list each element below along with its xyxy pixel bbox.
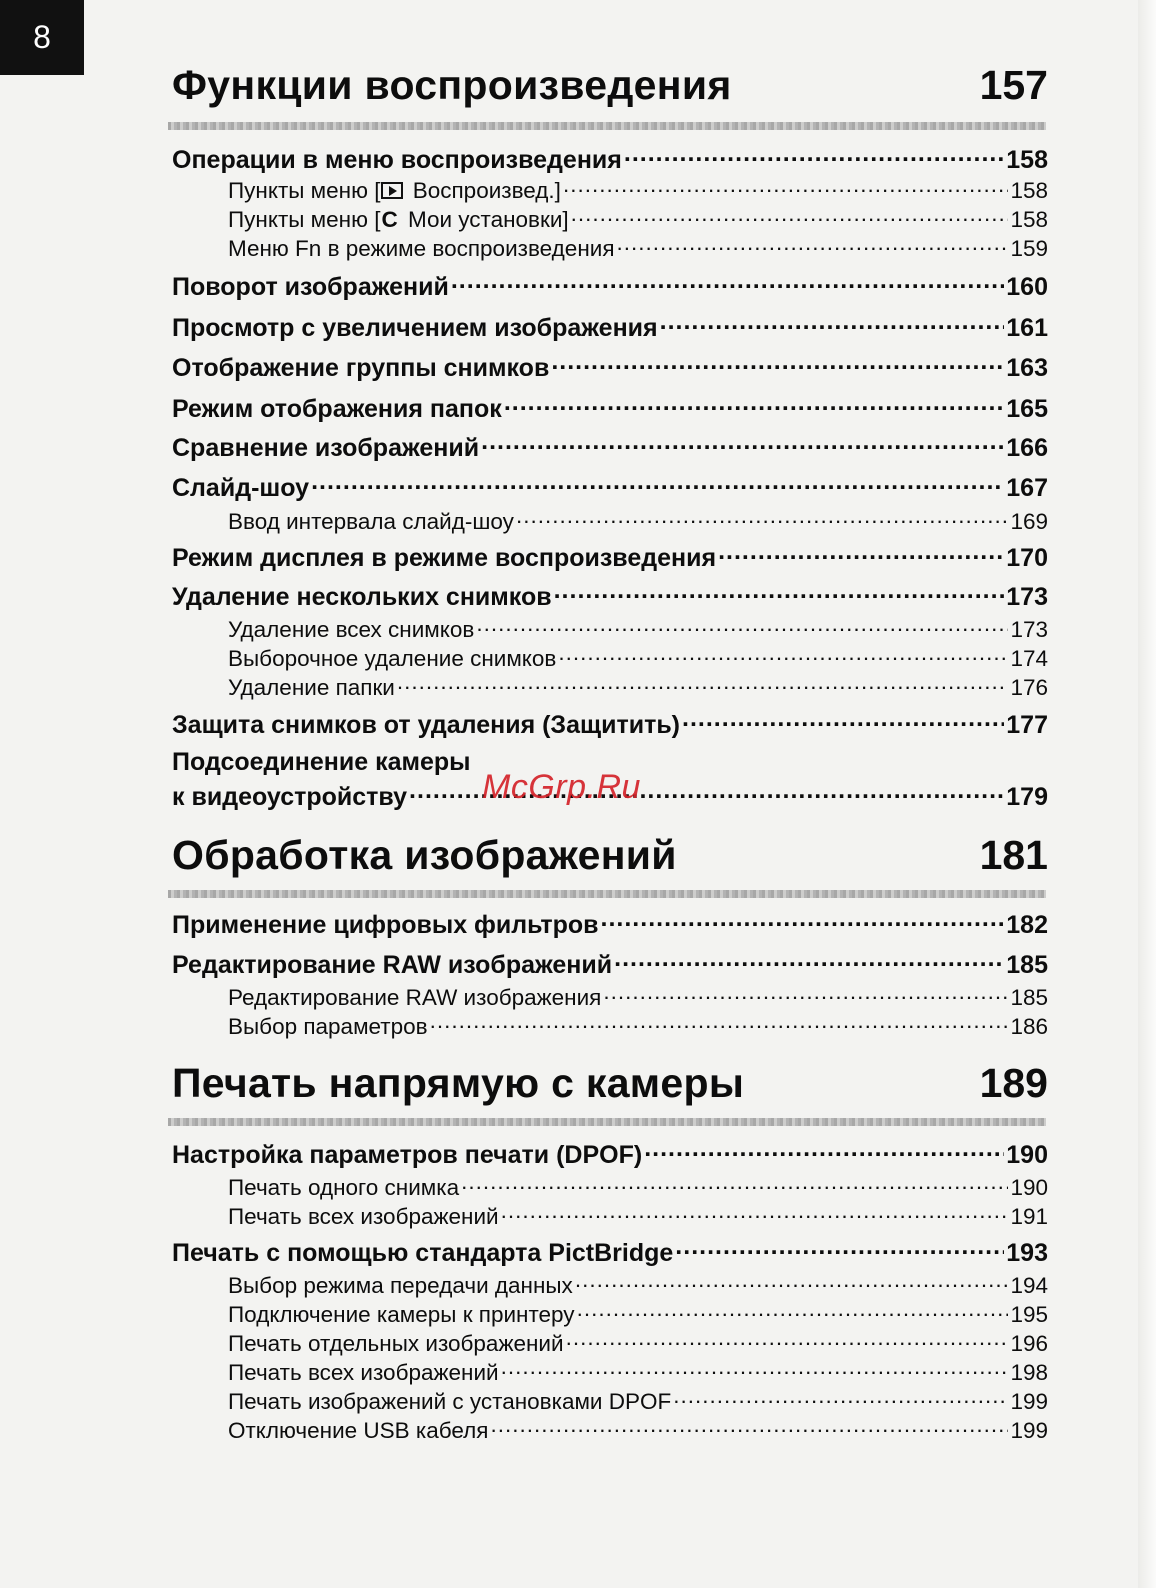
toc-subentry[interactable] [172,1299,1048,1328]
toc-entry-page: 186 [1010,1013,1048,1039]
dot-leader [558,643,1008,666]
section-page: 181 [979,832,1048,878]
dot-leader [501,1201,1009,1224]
toc-entry-page: 173 [1010,616,1048,642]
section-divider [168,1118,1046,1126]
toc-entry-page: 160 [1006,273,1048,301]
toc-entry-label: Печать изображений с установками DPOF [228,1388,672,1414]
toc-entry-page: 194 [1010,1272,1048,1298]
section-page: 157 [979,62,1048,108]
toc-subentry[interactable] [172,233,1048,262]
toc-entry-page: 158 [1010,206,1048,232]
toc-entry[interactable] [172,270,1048,302]
page-number-tab [0,0,84,75]
dot-leader [614,948,1004,973]
dot-leader [571,204,1009,227]
toc-entry[interactable] [172,708,1048,740]
toc-subentry[interactable] [172,175,1048,204]
section-title: Печать напрямую с камеры [172,1060,745,1106]
dot-leader [617,233,1009,256]
toc-entry-page: 193 [1006,1239,1048,1267]
section-title: Функции воспроизведения [172,62,732,108]
toc-entry-label: Режим дисплея в режиме воспроизведения [172,544,717,572]
toc-entry-page: 165 [1006,395,1048,423]
toc-entry-label: Поворот изображений [172,273,449,301]
watermark-text: McGrp.Ru [482,768,641,806]
toc-entry-page: 170 [1006,544,1048,572]
dot-leader [575,1270,1009,1293]
toc-subentry[interactable] [172,1357,1048,1386]
section-page: 189 [979,1060,1048,1106]
dot-leader [563,175,1009,198]
toc-entry-label: Выбор режима передачи данных [228,1272,573,1298]
toc-subentry[interactable] [172,506,1048,535]
toc-entry-label: Настройка параметров печати (DPOF) [172,1141,643,1169]
dot-leader [461,1172,1008,1195]
toc-entry[interactable] [172,431,1048,463]
toc-entry[interactable] [172,580,1048,612]
toc-subentry[interactable] [172,614,1048,643]
dot-leader [566,1328,1009,1351]
toc-entry-label: Удаление нескольких снимков [172,583,552,611]
toc-subentry[interactable] [172,204,1048,233]
toc-entry-label: Операции в меню воспроизведения [172,146,622,174]
page-number: 8 [33,19,51,55]
toc-entry-label-line1[interactable]: Подсоединение камеры [172,748,471,776]
dot-leader [624,143,1004,168]
toc-entry-page: 161 [1006,314,1048,342]
toc-entry-label: Применение цифровых фильтров [172,911,599,939]
toc-entry-label: Печать всех изображений [228,1203,499,1229]
page-edge [1138,0,1156,1588]
toc-entry[interactable] [172,908,1048,940]
toc-subentry[interactable] [172,1386,1048,1415]
toc-entry-label: Меню Fn в режиме воспроизведения [228,235,615,261]
toc-entry-label: Отключение USB кабеля [228,1417,489,1443]
dot-leader [554,580,1005,605]
toc-entry-page: 158 [1006,146,1048,174]
toc-entry-page: 174 [1010,645,1048,671]
dot-leader [577,1299,1009,1322]
toc-entry[interactable] [172,311,1048,343]
toc-entry-page: 195 [1010,1301,1048,1327]
toc-entry-page: 177 [1006,711,1048,739]
dot-leader [601,908,1005,933]
toc-entry-page: 159 [1010,235,1048,261]
toc-entry-page: 173 [1006,583,1048,611]
dot-leader [501,1357,1009,1380]
dot-leader [451,270,1004,295]
dot-leader [397,672,1009,695]
dot-leader [551,351,1004,376]
toc-entry-page: 190 [1006,1141,1048,1169]
section-header[interactable] [172,62,1048,109]
toc-entry[interactable] [172,351,1048,383]
toc-subentry[interactable] [172,643,1048,672]
toc-entry-page: 185 [1010,984,1048,1010]
toc-entry-label: Пункты меню [C Мои установки] [228,206,569,232]
toc-entry-label: Выбор параметров [228,1013,428,1039]
toc-entry-label: Редактирование RAW изображения [228,984,602,1010]
toc-entry-label: Редактирование RAW изображений [172,951,613,979]
dot-leader [682,708,1004,733]
toc-subentry[interactable] [172,1415,1048,1444]
toc-subentry[interactable] [172,1201,1048,1230]
toc-entry-page: 166 [1006,434,1048,462]
dot-leader [491,1415,1009,1438]
toc-entry-page: 167 [1006,474,1048,502]
toc-entry-page: 185 [1006,951,1048,979]
toc-entry-label: Подключение камеры к принтеру [228,1301,575,1327]
dot-leader [644,1138,1004,1163]
dot-leader [660,311,1005,336]
toc-entry-label: Печать одного снимка [228,1174,460,1200]
toc-entry-page: 191 [1010,1203,1048,1229]
toc-entry-label: Просмотр с увеличением изображения [172,314,658,342]
dot-leader [675,1236,1004,1261]
toc-entry-page: 199 [1010,1417,1048,1443]
toc-entry[interactable] [172,1138,1048,1170]
toc-subentry[interactable] [172,1328,1048,1357]
dot-leader [673,1386,1008,1409]
dot-leader [481,431,1004,456]
toc-entry-label: Отображение группы снимков [172,354,550,382]
section-title: Обработка изображений [172,832,677,878]
dot-leader [516,506,1009,529]
section-divider [168,122,1046,130]
toc-entry-page: 190 [1010,1174,1048,1200]
toc-entry-label: Печать всех изображений [228,1359,499,1385]
dot-leader [311,471,1004,496]
toc-entry-label: Режим отображения папок [172,395,502,423]
toc-entry-label: Ввод интервала слайд-шоу [228,508,514,534]
dot-leader [718,541,1004,566]
toc-entry-page: 199 [1010,1388,1048,1414]
toc-subentry[interactable] [172,982,1048,1011]
toc-entry-page: 179 [1006,783,1048,811]
toc-entry[interactable] [172,143,1048,175]
dot-leader [430,1011,1009,1034]
section-header[interactable] [172,1060,1048,1107]
section-header[interactable] [172,832,1048,879]
toc-subentry[interactable] [172,1270,1048,1299]
toc-entry-page: 196 [1010,1330,1048,1356]
toc-entry[interactable] [172,392,1048,424]
toc-subentry[interactable] [172,1172,1048,1201]
dot-leader [603,982,1008,1005]
section-divider [168,890,1046,898]
toc-subentry[interactable] [172,1011,1048,1040]
toc-entry[interactable] [172,541,1048,573]
toc-entry-label: Слайд-шоу [172,474,310,502]
playback-icon [381,182,403,199]
toc-entry-label: Выборочное удаление снимков [228,645,557,671]
toc-entry[interactable] [172,471,1048,503]
toc-entry[interactable] [172,1236,1048,1268]
toc-entry-label: к видеоустройству [172,783,408,811]
toc-entry-label: Печать отдельных изображений [228,1330,564,1356]
toc-entry-label: Защита снимков от удаления (Защитить) [172,711,681,739]
toc-entry-label: Пункты меню [ Воспроизвед.] [228,177,561,203]
dot-leader [504,392,1004,417]
custom-settings-icon: C [381,206,398,232]
toc-entry[interactable] [172,948,1048,980]
toc-entry-label: Печать с помощью стандарта PictBridge [172,1239,674,1267]
toc-entry-page: 182 [1006,911,1048,939]
toc-entry-page: 176 [1010,674,1048,700]
toc-entry-label: Сравнение изображений [172,434,480,462]
toc-entry-label: Удаление всех снимков [228,616,475,642]
toc-entry-label: Удаление папки [228,674,395,700]
toc-entry-page: 198 [1010,1359,1048,1385]
toc-entry-page: 169 [1010,508,1048,534]
toc-entry-page: 158 [1010,177,1048,203]
toc-entry-page: 163 [1006,354,1048,382]
toc-subentry[interactable] [172,672,1048,701]
dot-leader [476,614,1008,637]
